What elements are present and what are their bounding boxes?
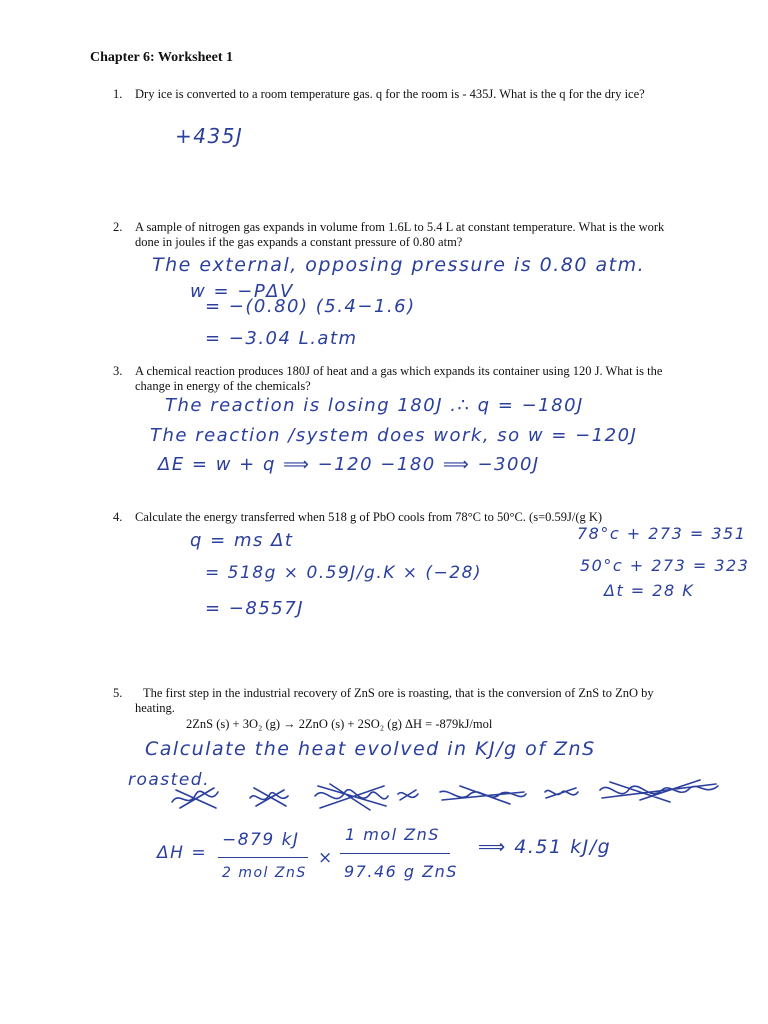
question-4-number: 4. — [113, 510, 123, 524]
answer-2-line-1: The external, opposing pressure is 0.80 atm. — [152, 254, 646, 276]
answer-4-side-1: 78°c + 273 = 351 — [577, 524, 747, 543]
question-1-number: 1. — [113, 87, 123, 101]
question-3-number: 3. — [113, 364, 123, 378]
calc-denominator-1: 2 mol ZnS — [222, 865, 307, 881]
calc-times: × — [318, 848, 334, 868]
question-2-text: A sample of nitrogen gas expands in volume from 1.6L to 5.4 L at constant temperature. What is the work done in joules if the gas expands a constant pressure of 0.80 atm? — [135, 220, 665, 249]
answer-2-line-3: = −(0.80) (5.4−1.6) — [205, 296, 416, 317]
answer-5-line-2: roasted. — [128, 770, 210, 790]
answer-2-line-2: w = −PΔV — [190, 281, 294, 302]
calc-numerator-1: −879 kJ — [222, 830, 300, 850]
question-2-number: 2. — [113, 220, 123, 234]
answer-3-line-2: The reaction /system does work, so w = −120J — [150, 425, 638, 446]
calc-numerator-2: 1 mol ZnS — [345, 825, 440, 844]
answer-4-line-3: = −8557J — [205, 598, 305, 619]
answer-1: +435J — [175, 124, 244, 148]
answer-4-line-2: = 518g × 0.59J/g.K × (−28) — [205, 563, 483, 583]
answer-4-side-3: Δt = 28 K — [604, 581, 695, 600]
crossed-out-scribble — [170, 770, 730, 820]
answer-2-line-4: = −3.04 L.atm — [205, 328, 358, 349]
calc-denominator-2: 97.46 g ZnS — [344, 862, 458, 881]
question-5-text: The first step in the industrial recovery of ZnS ore is roasting, that is the conversion of ZnS to ZnO by heating. — [135, 686, 654, 715]
page-title: Chapter 6: Worksheet 1 — [90, 50, 233, 65]
fraction-bar-1 — [218, 857, 308, 858]
calc-lhs: ΔH = — [157, 843, 208, 863]
fraction-bar-2 — [340, 853, 450, 854]
answer-3-line-3: ΔE = w + q ⟹ −120 −180 ⟹ −300J — [158, 454, 540, 475]
question-5-number: 5. — [113, 686, 123, 700]
answer-5-line-1: Calculate the heat evolved in KJ/g of ZnS — [145, 738, 596, 760]
question-1-text: Dry ice is converted to a room temperature gas. q for the room is - 435J. What is the q for the dry ice? — [135, 87, 645, 101]
calc-result: ⟹ 4.51 kJ/g — [478, 836, 612, 858]
answer-4-side-2: 50°c + 273 = 323 — [580, 556, 750, 575]
answer-3-line-1: The reaction is losing 180J .∴ q = −180J — [165, 395, 584, 416]
question-5-equation: 2ZnS (s) + 3O₂ (g) → 2ZnO (s) + 2SO₂ (g) ΔH = -879kJ/mol — [186, 717, 493, 731]
question-3-text: A chemical reaction produces 180J of heat and a gas which expands its container using 120 J. What is the change in energy of the chemicals? — [135, 364, 663, 393]
question-4-text: Calculate the energy transferred when 518 g of PbO cools from 78°C to 50°C. (s=0.59J/(g K) — [135, 510, 603, 524]
answer-4-line-1: q = ms Δt — [190, 530, 294, 551]
